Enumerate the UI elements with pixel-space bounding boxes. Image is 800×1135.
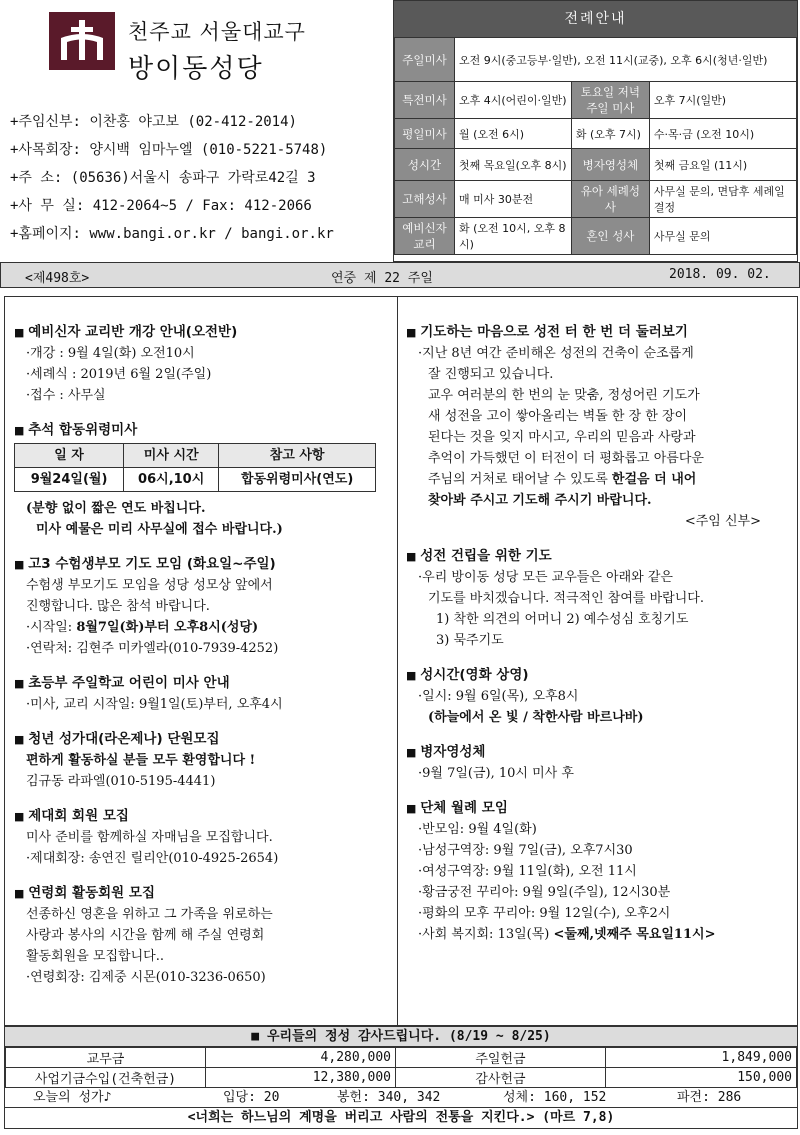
section-title: ■ 단체 월례 모임 <box>406 798 791 819</box>
contact-pastor: +주임신부: 이찬홍 야고보 (02-412-2014) <box>10 114 297 130</box>
section-title: ■ 기도하는 마음으로 성전 터 한 번 더 둘러보기 <box>406 322 791 343</box>
catechumen-label: 예비신자 교리 <box>395 218 455 255</box>
holyhour-value: 첫째 목요일(오후 8시) <box>455 149 572 181</box>
chuseok-mass-notice <box>14 420 399 540</box>
issue-number: <제498호> <box>25 271 90 286</box>
text-line: ·개강 : 9월 4일(화) 오전10시 <box>26 346 195 361</box>
table-cell: 9월24일(월) <box>15 468 124 492</box>
text-span: 주님의 거처로 태어날 수 있도록 <box>428 472 612 487</box>
group-meetings-notice <box>406 798 791 945</box>
text-line: 찾아봐 주시고 기도해 주시기 바랍니다. <box>428 493 652 508</box>
offering-name: 교무금 <box>6 1048 206 1068</box>
marriage-value: 사무실 문의 <box>649 218 796 255</box>
left-column <box>14 322 399 1002</box>
text-line: 3) 묵주기도 <box>436 633 504 648</box>
signature: <주임 신부> <box>684 514 761 529</box>
hymn-row <box>5 1088 797 1108</box>
text-line <box>14 617 399 638</box>
chuseok-mass-table <box>14 443 376 492</box>
table-cell: 합동위령미사(연도) <box>219 468 376 492</box>
offering-value: 4,280,000 <box>206 1048 396 1068</box>
text-line: 진행합니다. 많은 참석 바랍니다. <box>26 599 210 614</box>
contact-council: +사목회장: 양시백 임마누엘 (010-5221-5748) <box>10 142 328 158</box>
offering-footer <box>4 1026 798 1129</box>
text-line: 편하게 활동하실 분들 모두 환영합니다 ! <box>26 753 256 768</box>
text-line: ·일시: 9월 6일(목), 오후8시 <box>418 689 579 704</box>
text-line: 미사 예물은 미리 사무실에 접수 바랍니다.) <box>36 522 283 537</box>
church-name <box>128 16 306 85</box>
parish-name: 방이동성당 <box>128 54 264 84</box>
section-title: ■ 성시간(영화 상영) <box>406 665 791 686</box>
section-title: ■ 청년 성가대(라온제나) 단원모집 <box>14 729 399 750</box>
text-line: 활동회원을 모집합니다.. <box>26 949 164 964</box>
table-header: 참고 사항 <box>219 444 376 468</box>
list-item: ·평화의 모후 꾸리아: 9월 12일(수), 오후2시 <box>418 906 671 921</box>
liturgy-schedule <box>393 0 798 262</box>
offering-name: 사업기금수입(건축헌금) <box>6 1068 206 1088</box>
text-line: 김규동 라파엘(010-5195-4441) <box>26 774 216 789</box>
text-line: 잘 진행되고 있습니다. <box>428 367 554 382</box>
weekday-tue: 화 (오후 7시) <box>571 119 649 149</box>
text-line: ·연령회장: 김제중 시몬(010-3236-0650) <box>26 970 266 985</box>
church-logo <box>49 12 115 70</box>
list-item: ·반모임: 9월 4일(화) <box>418 822 537 837</box>
liturgical-week: 연중 제 22 주일 <box>331 271 433 286</box>
text-line: ·미사, 교리 시작일: 9월1일(토)부터, 오후4시 <box>26 697 283 712</box>
offering-value: 1,849,000 <box>606 1048 797 1068</box>
funeral-society-notice <box>14 883 399 988</box>
section-title: ■ 예비신자 교리반 개강 안내(오전반) <box>14 322 399 343</box>
section-title: ■ 연령회 활동회원 모집 <box>14 883 399 904</box>
hymn-label: 오늘의 성가♪ <box>33 1090 112 1105</box>
text-line: (분향 없이 짧은 연도 바칩니다. <box>26 501 206 516</box>
text-line: 수험생 부모기도 모임을 성당 성모상 앞에서 <box>26 578 273 593</box>
diocese-name: 천주교 서울대교구 <box>128 20 306 44</box>
site-visit-notice <box>406 322 791 532</box>
text-line: ·연락처: 김현주 미카엘라(010-7939-4252) <box>26 641 279 656</box>
liturgy-table <box>394 37 797 255</box>
youth-choir-notice <box>14 729 399 792</box>
text-line: 교우 여러분의 한 번의 눈 맞춤, 정성어린 기도가 <box>428 388 700 403</box>
special-mass-value: 오후 4시(어린이·일반) <box>455 82 572 119</box>
offering-name: 감사헌금 <box>396 1068 606 1088</box>
text-line: ·세례식 : 2019년 6월 2일(주일) <box>26 367 212 382</box>
list-item: ·남성구역장: 9월 7일(금), 오후7시30 <box>418 843 633 858</box>
text-line: 사랑과 봉사의 시간을 함께 해 주실 연령회 <box>26 928 265 943</box>
section-title: ■ 병자영성체 <box>406 742 791 763</box>
text-span: ·사회 복지회: 13일(목) <box>418 927 554 942</box>
offering-value: 12,380,000 <box>206 1068 396 1088</box>
contact-homepage: +홈페이지: www.bangi.or.kr / bangi.or.kr <box>10 226 334 242</box>
text-span: ·시작일: <box>26 620 77 635</box>
sick-communion-value: 첫째 금요일 (11시) <box>649 149 796 181</box>
hymn-recessional: 파견: 286 <box>677 1090 742 1105</box>
list-item <box>406 924 791 945</box>
section-title: ■ 제대회 회원 모집 <box>14 806 399 827</box>
children-mass-notice <box>14 673 399 715</box>
list-item: ·황금궁전 꾸리아: 9월 9일(주일), 12시30분 <box>418 885 671 900</box>
special-mass-label: 특전미사 <box>395 82 455 119</box>
issue-bar <box>0 262 800 288</box>
contact-address: +주 소: (05636)서울시 송파구 가락로42길 3 <box>10 170 316 186</box>
table-cell: 06시,10시 <box>124 468 219 492</box>
offering-title: ■ 우리들의 정성 감사드립니다. (8/19 ~ 8/25) <box>5 1027 797 1047</box>
text-span: <둘째,넷째주 목요일11시> <box>553 927 716 942</box>
marriage-label: 혼인 성사 <box>571 218 649 255</box>
sick-communion-notice <box>406 742 791 784</box>
issue-date: 2018. 09. 02. <box>669 267 771 282</box>
text-line: 선종하신 영혼을 위하고 그 가족을 위로하는 <box>26 907 273 922</box>
section-title: ■ 고3 수험생부모 기도 모임 (화요일~주일) <box>14 554 399 575</box>
text-line: ·9월 7일(금), 10시 미사 후 <box>418 766 574 781</box>
contact-office: +사 무 실: 412-2064~5 / Fax: 412-2066 <box>10 198 312 214</box>
text-line: ·접수 : 사무실 <box>26 388 106 403</box>
section-title: ■ 초등부 주일학교 어린이 미사 안내 <box>14 673 399 694</box>
hymn-communion: 성체: 160, 152 <box>503 1090 607 1105</box>
weekday-rest: 수·목·금 (오전 10시) <box>649 119 796 149</box>
infant-baptism-value: 사무실 문의, 면담후 세례일 결정 <box>649 181 796 218</box>
text-line: 기도를 바치겠습니다. 적극적인 참여를 바랍니다. <box>428 591 704 606</box>
text-line: ·우리 방이동 성당 모든 교우들은 아래와 같은 <box>418 570 673 585</box>
saturday-mass-label: 토요일 저녁 주일 미사 <box>571 82 649 119</box>
contact-list <box>10 108 334 248</box>
text-line: 된다는 것을 잊지 마시고, 우리의 믿음과 사랑과 <box>428 430 696 445</box>
confession-label: 고해성사 <box>395 181 455 218</box>
text-line: 1) 착한 의견의 어머니 2) 예수성심 호칭기도 <box>436 612 689 627</box>
offering-value: 150,000 <box>606 1068 797 1088</box>
liturgy-title: 전례안내 <box>394 1 797 37</box>
table-header: 일 자 <box>15 444 124 468</box>
bulletin-header <box>0 0 800 262</box>
text-line <box>406 469 791 490</box>
offering-name: 주일헌금 <box>396 1048 606 1068</box>
text-line: ·지난 8년 여간 준비해온 성전의 건축이 순조롭게 <box>418 346 694 361</box>
infant-baptism-label: 유아 세례성사 <box>571 181 649 218</box>
text-span: 8월7일(화)부터 오후8시(성당) <box>76 620 259 635</box>
sick-communion-label: 병자영성체 <box>571 149 649 181</box>
catechumen-value: 화 (오전 10시, 오후 8시) <box>455 218 572 255</box>
list-item: ·여성구역장: 9월 11일(화), 오전 11시 <box>418 864 637 879</box>
weekday-mon: 월 (오전 6시) <box>455 119 572 149</box>
section-title: ■ 성전 건립을 위한 기도 <box>406 546 791 567</box>
text-line: 추억이 가득했던 이 터전이 더 평화롭고 아름다운 <box>428 451 704 466</box>
text-line: ·제대회장: 송연진 릴리안(010-4925-2654) <box>26 851 279 866</box>
hymn-entrance: 입당: 20 <box>223 1090 280 1105</box>
text-line: 미사 준비를 함께하실 자매님을 모집합니다. <box>26 830 273 845</box>
holyhour-label: 성시간 <box>395 149 455 181</box>
hymn-offertory: 봉헌: 340, 342 <box>337 1090 441 1105</box>
sunday-mass-value: 오전 9시(중고등부·일반), 오전 11시(교중), 오후 6시(청년·일반) <box>455 38 797 82</box>
saturday-mass-value: 오후 7시(일반) <box>649 82 796 119</box>
right-column <box>406 322 791 959</box>
catechumen-notice <box>14 322 399 406</box>
table-header: 미사 시간 <box>124 444 219 468</box>
construction-prayer-notice <box>406 546 791 651</box>
offering-table <box>5 1047 797 1088</box>
text-line: (하늘에서 온 빛 / 착한사람 바르나바) <box>428 710 644 725</box>
altar-society-notice <box>14 806 399 869</box>
scripture-quote: <너희는 하느님의 계명을 버리고 사람의 전통을 지킨다.> (마르 7,8) <box>187 1110 615 1125</box>
weekday-mass-label: 평일미사 <box>395 119 455 149</box>
confession-value: 매 미사 30분전 <box>455 181 572 218</box>
sunday-mass-label: 주일미사 <box>395 38 455 82</box>
holy-hour-notice <box>406 665 791 728</box>
exam-prayer-notice <box>14 554 399 659</box>
text-line: 새 성전을 고이 쌓아올리는 벽돌 한 장 한 장이 <box>428 409 688 424</box>
text-span: 한걸음 더 내어 <box>611 472 697 487</box>
section-title: ■ 추석 합동위령미사 <box>14 420 399 441</box>
